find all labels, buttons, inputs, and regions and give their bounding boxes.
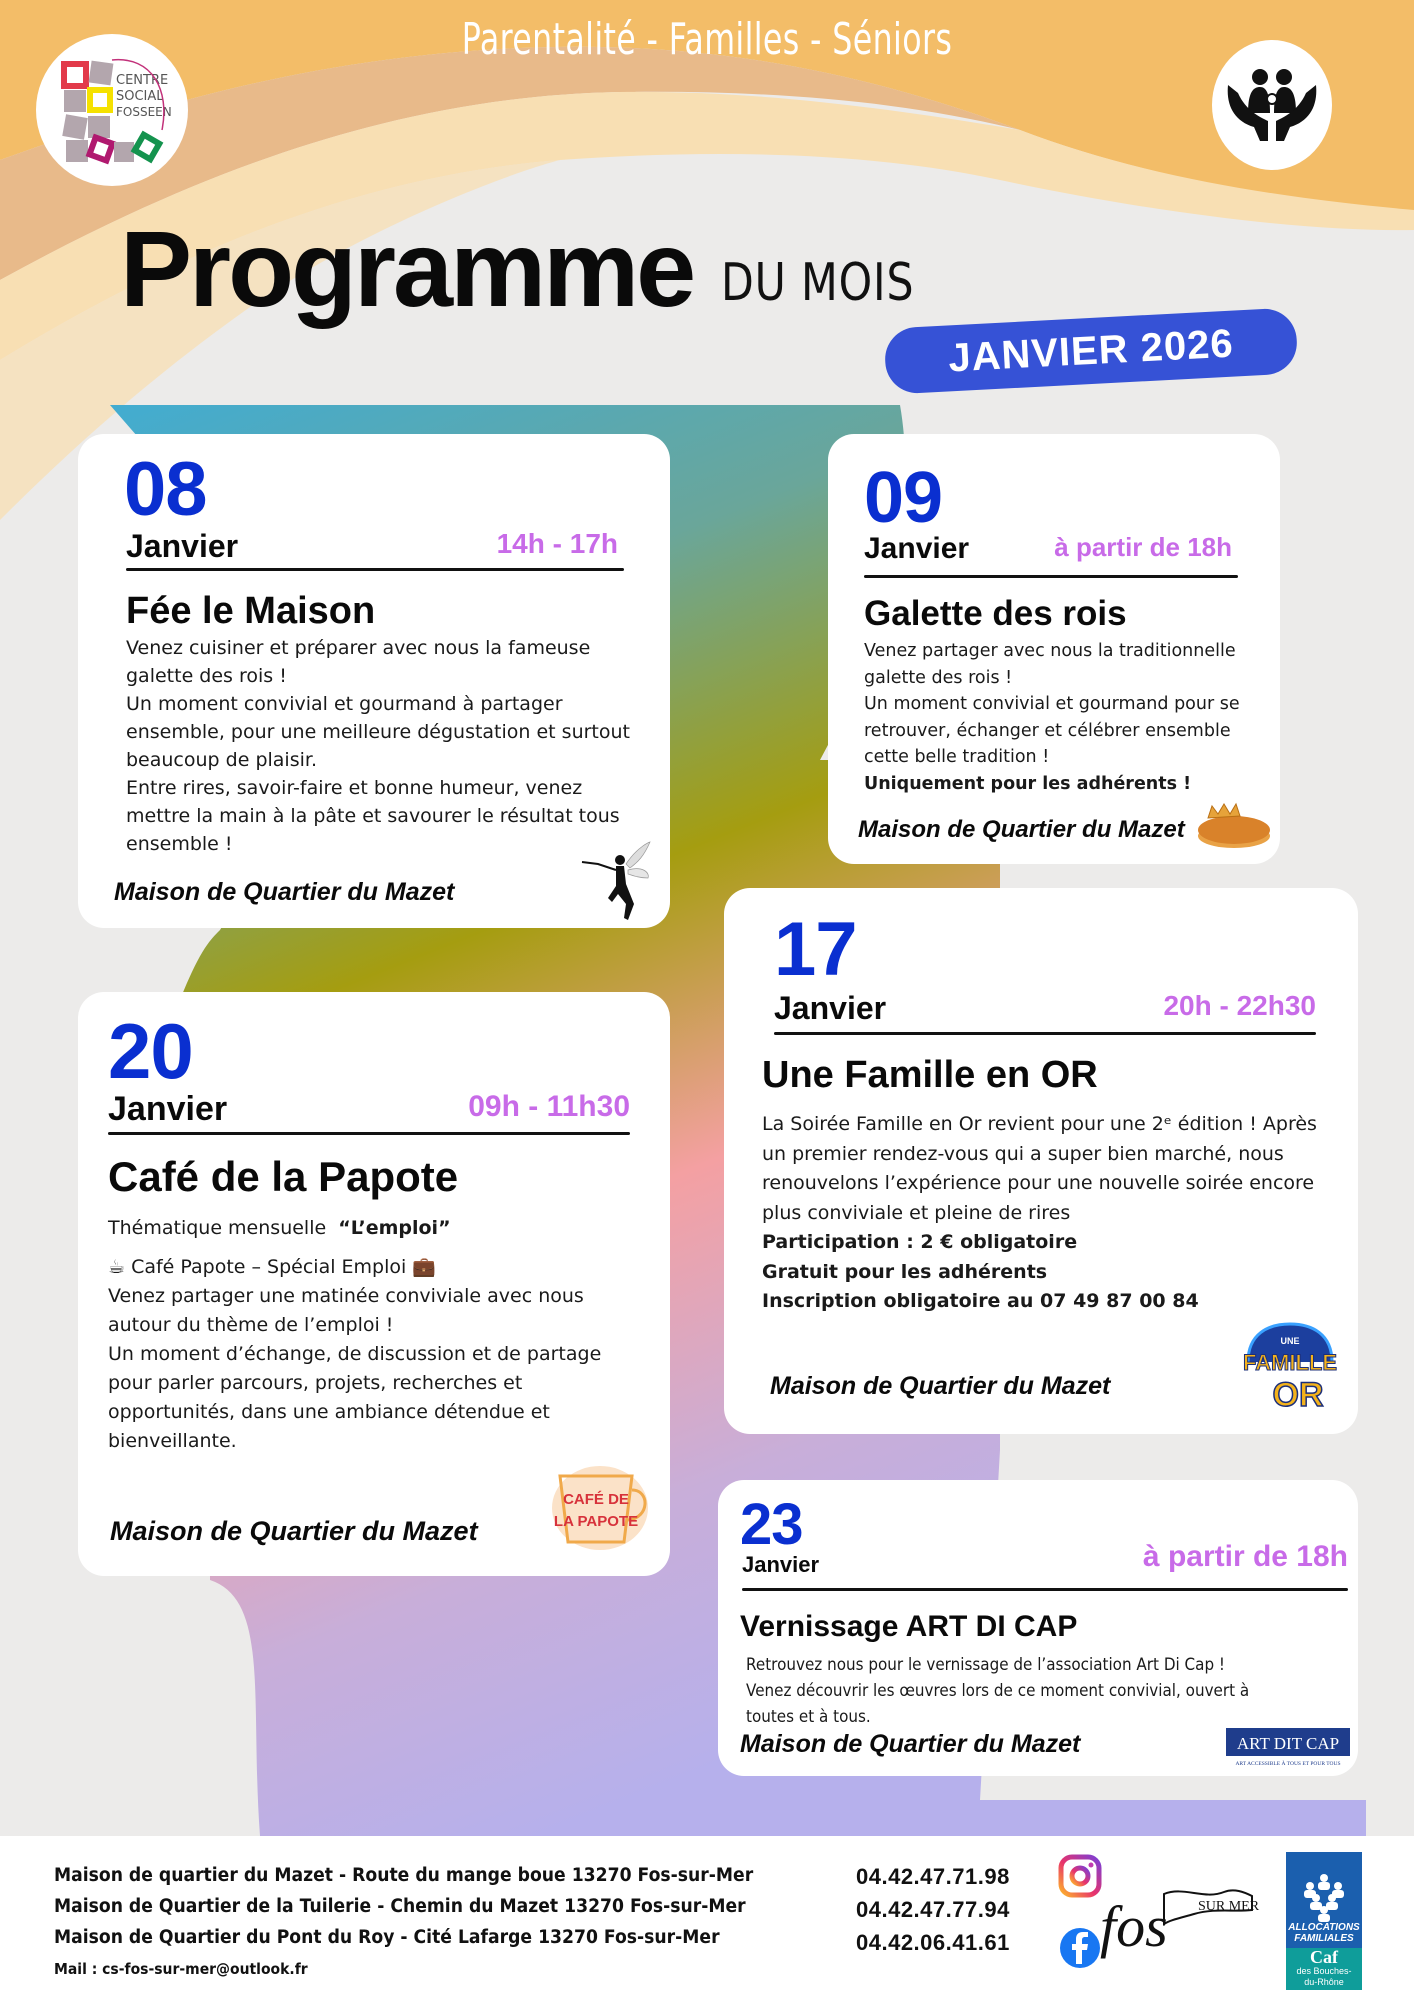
svg-text:LA PAPOTE: LA PAPOTE bbox=[553, 1513, 639, 1530]
cafe-de-la-papote-logo bbox=[550, 1462, 654, 1554]
svg-text:SOCIAL: SOCIAL bbox=[116, 89, 164, 104]
description-line: Un moment d’échange, de discussion et de partage pour parler parcours, projets, recherches et opportunités, dans une ambiance détendue et bienveillante. bbox=[108, 1343, 602, 1452]
description-line-bold: Uniquement pour les adhérents ! bbox=[864, 773, 1192, 794]
description-line-bold: Gratuit pour les adhérents bbox=[762, 1260, 1048, 1283]
event-day: 17 bbox=[774, 907, 857, 992]
une-famille-en-or-logo bbox=[1234, 1318, 1346, 1412]
address-line: Maison de quartier du Mazet - Route du mange boue 13270 Fos-sur-Mer bbox=[54, 1865, 754, 1886]
event-title: Vernissage ART DI CAP bbox=[740, 1610, 1078, 1643]
event-venue: Maison de Quartier du Mazet bbox=[858, 816, 1185, 843]
theme-label: Thématique mensuelle bbox=[108, 1217, 327, 1239]
svg-text:FAMILLE: FAMILLE bbox=[1242, 1350, 1338, 1375]
event-venue: Maison de Quartier du Mazet bbox=[740, 1730, 1081, 1758]
caf-logo-bottom bbox=[1286, 1948, 1362, 1990]
description-line: ☕ Café Papote – Spécial Emploi 💼 bbox=[108, 1256, 437, 1278]
divider bbox=[774, 1032, 1316, 1035]
event-card-09 bbox=[828, 434, 1280, 864]
event-description bbox=[864, 638, 1264, 797]
description-line: La Soirée Famille en Or revient pour une 2ᵉ édition ! Après un premier rendez-vous qui a super bien marché, nous renouvelons l’expérience pour une nouvelle soirée encore plus conviviale et pleine de rires bbox=[762, 1113, 1317, 1224]
svg-text:ART ACCESSIBLE À TOUS ET POUR: ART ACCESSIBLE À TOUS ET POUR TOUS bbox=[1235, 1761, 1341, 1767]
description-line: Entre rires, savoir-faire et bonne humeur, venez mettre la main à la pâte et savourer le résultat tous ensemble ! bbox=[126, 777, 620, 855]
event-card-20 bbox=[78, 992, 670, 1576]
event-month: Janvier bbox=[742, 1552, 820, 1577]
event-time: 14h - 17h bbox=[496, 528, 618, 559]
event-day: 09 bbox=[864, 458, 943, 538]
family-in-hands-icon bbox=[1212, 40, 1332, 170]
event-theme bbox=[108, 1214, 648, 1243]
fairy-silhouette-icon bbox=[578, 838, 652, 924]
caf-line1: ALLOCATIONS bbox=[1288, 1922, 1360, 1933]
event-time: à partir de 18h bbox=[1054, 532, 1232, 562]
event-title: Fée le Maison bbox=[126, 590, 376, 632]
event-month: Janvier bbox=[864, 532, 970, 565]
event-title: Une Famille en OR bbox=[762, 1054, 1098, 1096]
event-card-17 bbox=[724, 888, 1358, 1434]
caf-logo-top bbox=[1286, 1852, 1362, 1948]
centre-social-logo-icon bbox=[52, 50, 172, 170]
description-line: Un moment convivial et gourmand à partager ensemble, pour une meilleure dégustation et surtout beaucoup de plaisir. bbox=[126, 693, 630, 771]
event-title: Galette des rois bbox=[864, 594, 1127, 633]
svg-text:OR: OR bbox=[1272, 1376, 1324, 1412]
page-title bbox=[120, 208, 957, 329]
caf-logo bbox=[1286, 1852, 1362, 1990]
event-month: Janvier bbox=[108, 1090, 228, 1128]
description-line: Retrouvez nous pour le vernissage de l’association Art Di Cap ! Venez découvrir les œuvres lors de ce moment convivial, ouvert à toutes et à tous. bbox=[746, 1655, 1250, 1726]
caf-dept1: des Bouches- bbox=[1296, 1966, 1352, 1976]
svg-text:CENTRE: CENTRE bbox=[116, 73, 169, 88]
event-venue: Maison de Quartier du Mazet bbox=[110, 1516, 478, 1546]
address-line: Maison de Quartier du Pont du Roy - Cité Lafarge 13270 Fos-sur-Mer bbox=[54, 1927, 720, 1948]
title-du-mois: DU MOIS bbox=[721, 253, 915, 313]
description-line: Un moment convivial et gourmand pour se retrouver, échanger et célébrer ensemble cette belle tradition ! bbox=[864, 694, 1240, 767]
svg-text:EN: EN bbox=[1256, 1385, 1268, 1394]
event-day: 08 bbox=[124, 447, 207, 532]
contact-mail[interactable]: Mail : cs-fos-sur-mer@outlook.fr bbox=[54, 1960, 308, 1978]
description-line: Venez partager avec nous la traditionnelle galette des rois ! bbox=[864, 641, 1236, 688]
event-description bbox=[108, 1214, 648, 1456]
caf-people-icon bbox=[1296, 1872, 1352, 1922]
event-day: 23 bbox=[740, 1492, 803, 1557]
theme-value: “L’emploi” bbox=[338, 1217, 451, 1239]
phone-number[interactable]: 04.42.06.41.61 bbox=[856, 1930, 1010, 1955]
title-programme: Programme bbox=[120, 208, 694, 329]
svg-text:FOSSEEN: FOSSEEN bbox=[116, 105, 172, 119]
event-description bbox=[762, 1110, 1332, 1317]
phone-number[interactable]: 04.42.47.77.94 bbox=[856, 1897, 1010, 1922]
event-description bbox=[746, 1652, 1261, 1730]
description-line: Venez cuisiner et préparer avec nous la fameuse galette des rois ! bbox=[126, 637, 591, 687]
event-title: Café de la Papote bbox=[108, 1153, 459, 1200]
description-line-bold: Inscription obligatoire au 07 49 87 00 84 bbox=[762, 1290, 1199, 1312]
centre-social-fosseen-logo bbox=[36, 34, 188, 186]
event-card-23 bbox=[718, 1480, 1358, 1776]
event-time: 20h - 22h30 bbox=[1163, 990, 1316, 1021]
event-month: Janvier bbox=[126, 528, 239, 564]
event-venue: Maison de Quartier du Mazet bbox=[114, 878, 455, 906]
galette-crown-icon bbox=[1194, 800, 1272, 852]
divider bbox=[108, 1132, 630, 1135]
divider bbox=[864, 575, 1238, 578]
divider bbox=[126, 568, 624, 571]
family-hands-icon bbox=[1224, 65, 1320, 145]
footer-addresses bbox=[54, 1860, 806, 1981]
event-time: 09h - 11h30 bbox=[468, 1090, 630, 1123]
header-tagline: Parentalité - Familles - Séniors bbox=[461, 14, 953, 65]
month-badge: JANVIER 2026 bbox=[884, 307, 1299, 394]
event-description bbox=[126, 634, 646, 858]
caf-name: Caf bbox=[1310, 1947, 1338, 1967]
svg-text:CAFÉ DE: CAFÉ DE bbox=[563, 1491, 629, 1508]
svg-text:SUR MER: SUR MER bbox=[1198, 1899, 1260, 1914]
event-time: à partir de 18h bbox=[1142, 1540, 1348, 1573]
address-line: Maison de Quartier de la Tuilerie - Chemin du Mazet 13270 Fos-sur-Mer bbox=[54, 1896, 746, 1917]
art-dit-cap-logo bbox=[1226, 1728, 1350, 1768]
phone-number[interactable]: 04.42.47.71.98 bbox=[856, 1864, 1010, 1889]
svg-text:ART DIT CAP: ART DIT CAP bbox=[1236, 1734, 1340, 1753]
event-venue: Maison de Quartier du Mazet bbox=[770, 1372, 1111, 1400]
footer-phones bbox=[856, 1860, 1010, 1959]
footer bbox=[0, 1836, 1414, 2000]
description-line-bold: Participation : 2 € obligatoire bbox=[762, 1231, 1078, 1253]
divider bbox=[742, 1588, 1348, 1591]
event-day: 20 bbox=[108, 1007, 193, 1095]
svg-text:UNE: UNE bbox=[1280, 1336, 1300, 1346]
caf-dept2: du-Rhône bbox=[1304, 1977, 1344, 1987]
description-line: Venez partager une matinée conviviale avec nous autour du thème de l’emploi ! bbox=[108, 1285, 584, 1336]
fos-sur-mer-logo bbox=[1094, 1866, 1264, 1966]
event-card-08 bbox=[78, 434, 670, 928]
event-month: Janvier bbox=[774, 990, 887, 1026]
caf-line2: FAMILIALES bbox=[1294, 1933, 1354, 1944]
svg-text:fos: fos bbox=[1100, 1894, 1168, 1959]
